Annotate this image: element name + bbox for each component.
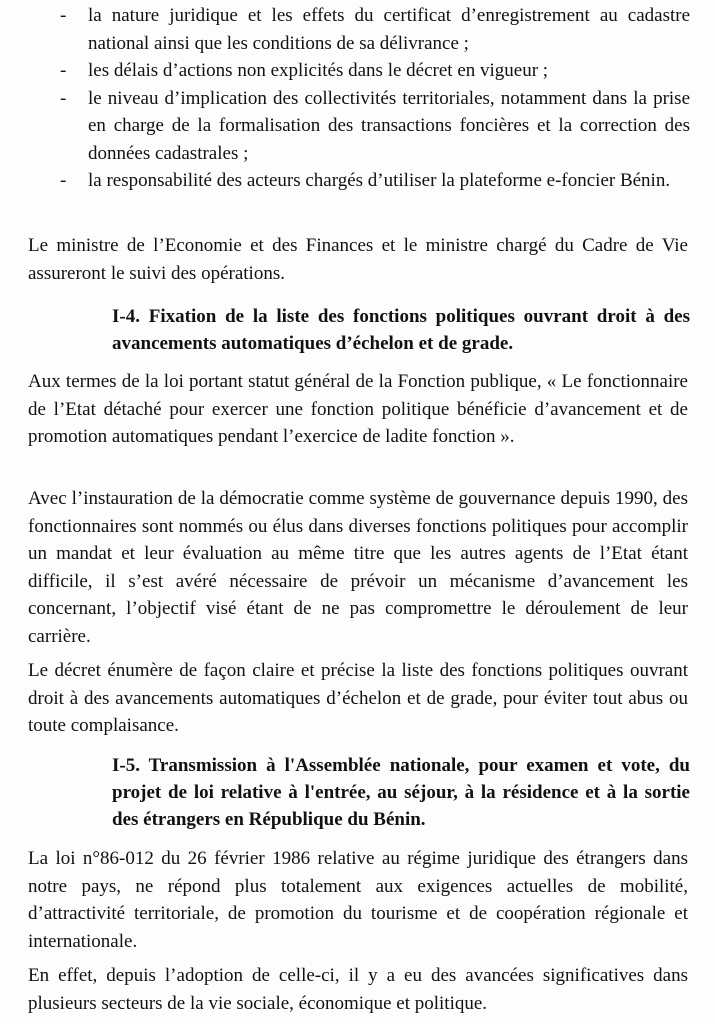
bullet-marker: - [60, 87, 67, 109]
paragraph-decret-liste: Le décret énumère de façon claire et précise la liste des fonctions politiques ouvrant droit à des avancements automatiques d’échelon et de grade, pour éviter tout abus ou toute complaisance. [28, 660, 688, 736]
list-item-text: les délais d’actions non explicités dans le décret en vigueur ; [88, 60, 549, 81]
list-item-text: la responsabilité des acteurs chargés d’utiliser la plateforme e-foncier Bénin. [88, 170, 671, 191]
paragraph-ministers-followup: Le ministre de l’Economie et des Finances et le ministre chargé du Cadre de Vie assureront le suivi des opérations. [28, 235, 688, 284]
bullet-list [50, 2, 690, 195]
list-item [50, 2, 690, 57]
bullet-marker: - [60, 170, 67, 191]
paragraph-loi-86-012: La loi n°86-012 du 26 février 1986 relative au régime juridique des étrangers dans notre pays, ne répond plus totalement aux exigences actuelles de mobilité, d’attractivité territoriale, de promotion du tourisme et de coopération régionale et internationale. [28, 848, 688, 952]
paragraph-statut-general: Aux termes de la loi portant statut général de la Fonction publique, « Le fonctionnaire de l’Etat détaché pour exercer une fonction politique bénéficie d’avancement et de promotion automatiques pendant l’exercice de ladite fonction ». [28, 371, 688, 447]
section-heading-i5: I-5. Transmission à l'Assemblée nationale, pour examen et vote, du projet de loi relative à l'entrée, au séjour, à la résidence et à la sortie des étrangers en République du Bénin. [112, 755, 690, 830]
list-item [50, 85, 690, 168]
paragraph-avancees: En effet, depuis l’adoption de celle-ci, il y a eu des avancées significatives dans plusieurs secteurs de la vie sociale, économique et politique. [28, 965, 688, 1014]
paragraph-democratie: Avec l’instauration de la démocratie comme système de gouvernance depuis 1990, des fonctionnaires sont nommés ou élus dans diverses fonctions politiques pour accomplir un mandat et leur évaluation au même titre que les autres agents de l’Etat étant difficile, il s’est avéré nécessaire de prévoir un mécanisme d’avancement les concernant, l’objectif visé étant de ne pas compromettre le déroulement de leur carrière. [28, 488, 688, 647]
list-item-text: la nature juridique et les effets du certificat d’enregistrement au cadastre national ainsi que les conditions de sa délivrance ; [88, 5, 690, 54]
bullet-marker: - [60, 5, 67, 26]
list-item-text: le niveau d’implication des collectivités territoriales, notamment dans la prise en charge de la formalisation des transactions foncières et la correction des données cadastrales ; [88, 87, 690, 164]
section-heading-i4: I-4. Fixation de la liste des fonctions politiques ouvrant droit à des avancements automatiques d’échelon et de grade. [112, 306, 690, 354]
bullet-marker: - [60, 60, 67, 81]
list-item [50, 167, 690, 195]
list-item [50, 57, 690, 85]
